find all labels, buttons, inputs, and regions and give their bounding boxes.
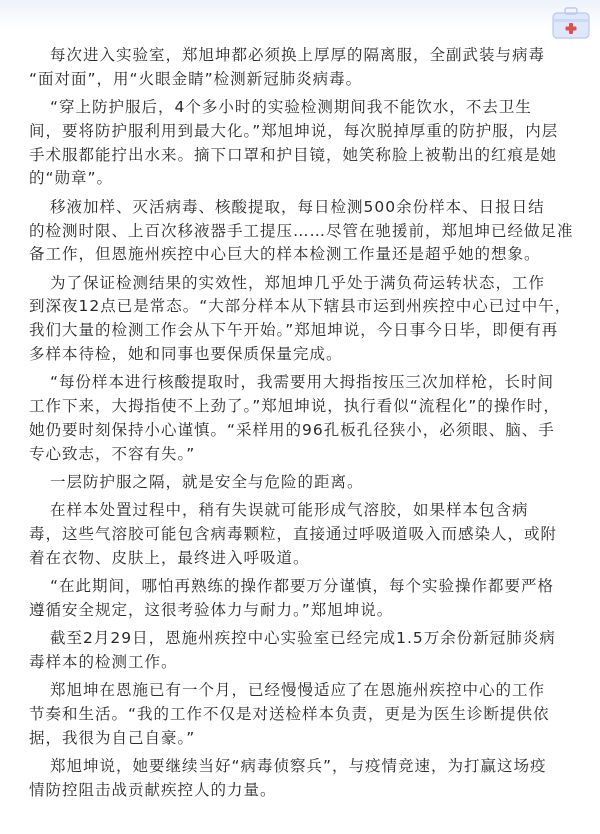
article-paragraph	[29, 44, 576, 92]
paragraph-line: 的“勋章”。	[29, 169, 114, 188]
paragraph-line: 的检测时限、上百次移液器手工提压……尽管在驰援前，郑旭坤已经做足准	[29, 221, 574, 240]
paragraph-line: 一层防护服之隔，就是安全与危险的距离。	[50, 473, 364, 492]
paragraph-line: “每份样本进行核酸提取时，我需要用大拇指按压三次加样枪，长时间	[50, 373, 555, 392]
paragraph-line: 多样本待检，她和同事也要保质保量完成。	[29, 345, 343, 364]
paragraph-line: 为了保证检测结果的实效性，郑旭坤几乎处于满负荷运转状态，工作	[50, 273, 546, 292]
article-paragraph	[29, 499, 576, 570]
paragraph-line: 情防控阻击战贡献疾控人的力量。	[29, 781, 277, 800]
paragraph-line: 专心致志，不容有失。”	[29, 444, 196, 463]
paragraph-line: “面对面”，用“火眼金睛”检测新冠肺炎病毒。	[29, 69, 363, 88]
article-paragraph	[29, 755, 576, 803]
paragraph-line: “穿上防护服后，4个多小时的实验检测期间我不能饮水，不去卫生	[50, 98, 532, 117]
paragraph-line: 工作下来，大拇指使不上劲了。”郑旭坤说，执行看似“流程化”的操作时，	[29, 397, 560, 416]
paragraph-line: 手术服都能拧出水来。摘下口罩和护目镜，她笑称脸上被勒出的红痕是她	[29, 145, 558, 164]
paragraph-line: 到深夜12点已是常态。“大部分样本从下辖县市运到州疾控中心已过中午，	[29, 297, 572, 316]
article-paragraph	[29, 272, 576, 367]
article-paragraph	[29, 96, 576, 191]
paragraph-line: 她仍要时刻保持小心谨慎。“采样用的96孔板孔径狭小，必须眼、脑、手	[29, 420, 555, 439]
article-paragraph	[29, 627, 576, 675]
article-body	[29, 44, 576, 807]
paragraph-line: 遵循安全规定，这很考验体力与耐力。”郑旭坤说。	[29, 601, 394, 620]
paragraph-line: 截至2月29日，恩施州疾控中心实验室已经完成1.5万余份新冠肺炎病	[50, 629, 556, 648]
article-paragraph	[29, 575, 576, 623]
paragraph-line: 郑旭坤说，她要继续当好“病毒侦察兵”，与疫情竞速，为打赢这场疫	[50, 757, 547, 776]
paragraph-line: 每次进入实验室，郑旭坤都必须换上厚厚的隔离服，全副武装与病毒	[50, 46, 546, 64]
paragraph-line: 郑旭坤在恩施已有一个月，已经慢慢适应了在恩施州疾控中心的工作	[50, 681, 546, 700]
article-paragraph	[29, 679, 576, 750]
paragraph-line: 毒样本的检测工作。	[29, 653, 178, 672]
header-band	[0, 0, 600, 30]
paragraph-line: 在样本处置过程中，稍有失误就可能形成气溶胶，如果样本包含病	[50, 501, 529, 520]
paragraph-line: 毒，这些气溶胶可能包含病毒颗粒，直接通过呼吸道吸入而感染人，或附	[29, 525, 558, 544]
article-paragraph	[29, 371, 576, 466]
paragraph-line: 移液加样、灭活病毒、核酸提取，每日检测500余份样本、日报日结	[50, 197, 545, 216]
article-paragraph	[29, 196, 576, 267]
medical-kit-icon	[548, 4, 594, 42]
paragraph-line: 节奏和生活。“我的工作不仅是对送检样本负责，更是为医生诊断提供依	[29, 705, 550, 724]
paragraph-line: 备工作，但恩施州疾控中心巨大的样本检测工作量还是超乎她的想象。	[29, 245, 541, 264]
paragraph-line: 据，我很为自己自豪。”	[29, 729, 196, 748]
article-paragraph	[50, 471, 576, 495]
paragraph-line: 间，要将防护服利用到最大化。”郑旭坤说，每次脱掉厚重的防护服，内层	[29, 121, 559, 140]
paragraph-line: 着在衣物、皮肤上，最终进入呼吸道。	[29, 548, 310, 567]
paragraph-line: “在此期间，哪怕再熟练的操作都要万分谨慎，每个实验操作都要严格	[50, 577, 555, 596]
paragraph-line: 我们大量的检测工作会从下午开始。”郑旭坤说，今日事今日毕，即便有再	[29, 321, 559, 340]
